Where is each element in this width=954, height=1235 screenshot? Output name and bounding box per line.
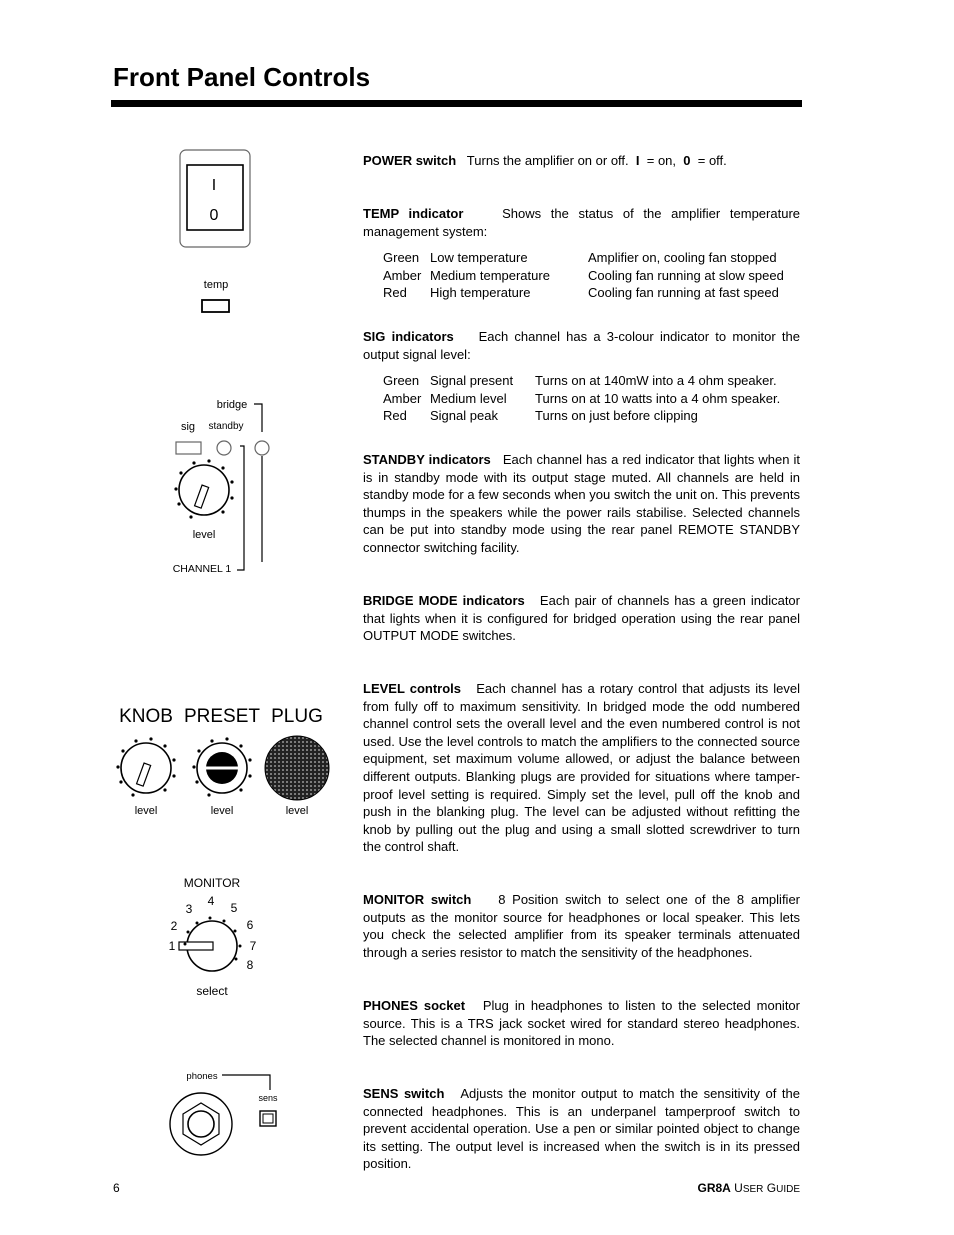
sig-heading: SIG indicators: [363, 329, 454, 344]
monitor-pos-5: 5: [230, 901, 238, 915]
table-cell: Turns on at 10 watts into a 4 ohm speaker.: [535, 390, 781, 406]
monitor-pos-2: 2: [170, 919, 178, 933]
table-cell: Amber: [383, 390, 422, 406]
footer-u: U: [734, 1181, 743, 1195]
table-cell: Amber: [383, 267, 422, 283]
level-heading: LEVEL controls: [363, 681, 462, 696]
table-cell: High temperature: [430, 285, 531, 301]
power-section: [363, 152, 800, 170]
channel-level-label: level: [192, 529, 216, 541]
temp-section: [363, 205, 800, 240]
table-cell: Turns on just before clipping: [535, 408, 698, 424]
title-rule: [111, 100, 802, 107]
standby-label: standby: [208, 421, 244, 432]
table-cell: Signal peak: [430, 408, 498, 424]
page-number: 6: [113, 1181, 120, 1195]
preset-control[interactable]: [192, 737, 251, 796]
temp-text: Shows the status of the amplifier temperature management system:: [363, 206, 800, 239]
sens-label: sens: [258, 1093, 278, 1103]
knob-label: KNOB: [119, 706, 173, 727]
footer-brand: GR8A: [697, 1181, 731, 1195]
monitor-pos-7: 7: [249, 939, 257, 953]
power-text: Turns the amplifier on or off.: [466, 153, 629, 168]
table-row: [383, 390, 780, 408]
temp-label: temp: [203, 279, 229, 291]
footer-uide: UIDE: [776, 1184, 800, 1195]
phones-sens-figure: [164, 1066, 284, 1162]
phones-label: phones: [186, 1071, 218, 1082]
phones-socket[interactable]: [170, 1093, 232, 1155]
phones-text: Plug in headphones to listen to the selected monitor source. This is a TRS jack socket wired for standard stereo headphones. The selected channel is monitored in mono.: [363, 998, 800, 1049]
table-cell: Amplifier on, cooling fan stopped: [588, 250, 777, 265]
table-row: [383, 267, 784, 285]
bridge-label: bridge: [216, 399, 248, 411]
power-heading: POWER switch: [363, 153, 457, 168]
phones-heading: PHONES socket: [363, 998, 466, 1013]
preset-label: PRESET: [183, 706, 261, 727]
sig-led: [176, 442, 201, 454]
plug-control[interactable]: [265, 736, 329, 800]
bridge-text: Each pair of channels has a green indicator that lights when it is configured for bridged operation using the rear panel OUTPUT MODE switches.: [363, 593, 800, 644]
plug-level-label: level: [285, 805, 309, 817]
bridge-heading: BRIDGE MODE indicators: [363, 593, 525, 608]
monitor-label: MONITOR: [183, 876, 241, 890]
standby-heading: STANDBY indicators: [363, 452, 491, 467]
monitor-pos-6: 6: [246, 918, 254, 932]
table-cell: Red: [383, 285, 407, 301]
sig-text: Each channel has a 3-colour indicator to monitor the output signal level:: [363, 329, 800, 362]
temp-status-table: [383, 249, 784, 302]
table-row: [383, 372, 780, 390]
sig-label: sig: [180, 421, 196, 433]
temp-heading: TEMP indicator: [363, 206, 464, 221]
monitor-select-label: select: [196, 984, 228, 998]
table-row: [383, 284, 784, 302]
table-cell: Low temperature: [430, 250, 528, 265]
table-cell: Signal present: [430, 373, 514, 388]
power-sym-off: 0: [683, 153, 691, 168]
power-off-symbol: 0: [209, 207, 219, 224]
sens-text: Adjusts the monitor output to match the sensitivity of the connected headphones. This is an underpanel tamperproof switch to prevent accidental operation. Use a pen or similar pointed object to change its setting. The output level is increased when the switch is in its pressed position.: [363, 1086, 800, 1172]
standby-led: [217, 441, 231, 455]
table-cell: Red: [383, 408, 407, 424]
sig-status-table: [383, 372, 780, 425]
temp-led: [202, 300, 229, 312]
preset-level-label: level: [210, 805, 234, 817]
monitor-section: [363, 891, 800, 961]
power-eq-off: = off.: [697, 153, 727, 168]
channel-label: CHANNEL 1: [172, 563, 232, 575]
table-row: [383, 407, 780, 425]
standby-text: Each channel has a red indicator that lights when it is in standby mode with its output stage muted. All channels are held in standby mode for a few seconds when you switch the unit on. This prevents thumps in the speakers while the power rails stabilise. Selected channels can be put into standby mode using the rear panel REMOTE STANDBY connector switching facility.: [363, 452, 800, 555]
sens-section: [363, 1085, 800, 1173]
power-sym-on: I: [635, 153, 640, 168]
monitor-select-knob[interactable]: [179, 917, 242, 972]
page-title: Front Panel Controls: [113, 62, 371, 92]
plug-label: PLUG: [271, 706, 323, 727]
temp-indicator-figure: [196, 274, 236, 316]
monitor-pos-3: 3: [185, 902, 193, 916]
level-control-options-figure: [110, 700, 330, 820]
table-cell: Medium level: [430, 390, 507, 406]
knob-level-label: level: [134, 805, 158, 817]
monitor-heading: MONITOR switch: [363, 892, 472, 907]
footer-g: G: [766, 1181, 777, 1195]
table-cell: Turns on at 140mW into a 4 ohm speaker.: [535, 373, 777, 388]
table-cell: Medium temperature: [430, 267, 550, 283]
monitor-text: 8 Position switch to select one of the 8 amplifier outputs as the monitor source for headphones or local speaker. This lets you check the selected amplifier from its speaker terminals attenuated through a series resistor to match the sensitivity of the headphones.: [363, 892, 801, 960]
sig-section: [363, 328, 800, 363]
knob-control[interactable]: [116, 737, 175, 796]
level-section: [363, 680, 800, 856]
table-cell: Green: [383, 250, 420, 265]
bridge-led: [255, 441, 269, 455]
bridge-section: [363, 592, 800, 645]
footer-ser: SER: [742, 1184, 764, 1195]
channel-strip-figure: [168, 392, 278, 578]
level-text: Each channel has a rotary control that adjusts its level from fully off to maximum sensitivity. In bridged mode the odd numbered channel control sets the overall level and the even numbered control is not used. Use the level controls to match the amplifiers to the connected source equipment, set maximum volume allowed, or adjust the balance between different outputs. Blanking plugs are provided for situations where tamper-proof level setting is required. Simply set the level, pull off the knob and push in the blanking plug. The level can be adjusted without refitting the knob by pulling out the plug and using a small slotted screwdriver to turn the control shaft.: [363, 681, 800, 855]
monitor-switch-figure: [160, 872, 270, 1002]
channel-level-knob[interactable]: [174, 459, 233, 518]
table-cell: Cooling fan running at slow speed: [588, 267, 784, 283]
power-eq-on: = on,: [646, 153, 677, 168]
table-cell: Cooling fan running at fast speed: [588, 285, 779, 301]
power-on-symbol: I: [211, 177, 217, 194]
monitor-pos-8: 8: [246, 958, 254, 972]
standby-section: [363, 451, 800, 557]
table-row: [383, 249, 784, 267]
power-switch-figure: [176, 148, 256, 250]
phones-section: [363, 997, 800, 1050]
footer-title: [697, 1181, 800, 1195]
sens-heading: SENS switch: [363, 1086, 445, 1101]
monitor-pos-1: 1: [168, 939, 176, 953]
monitor-pos-4: 4: [207, 894, 215, 908]
table-cell: Green: [383, 373, 420, 388]
